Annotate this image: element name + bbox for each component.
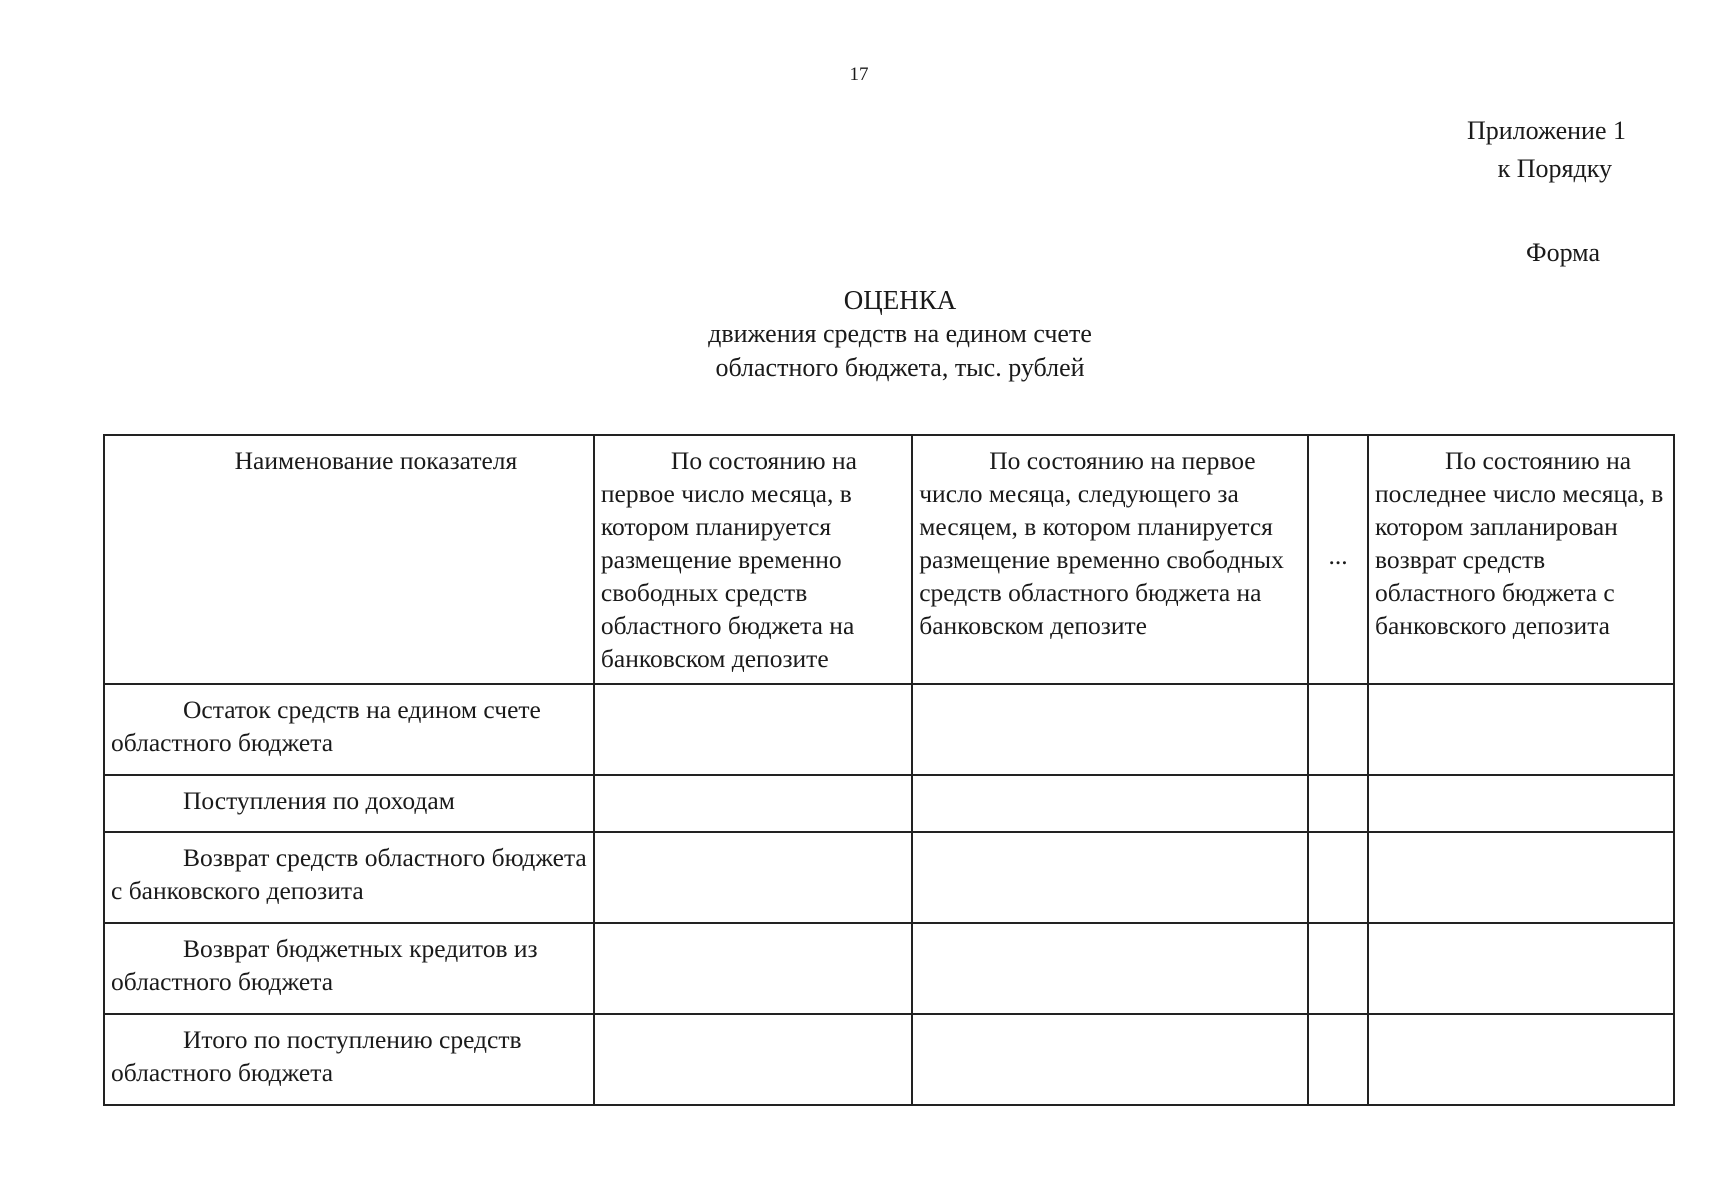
value-cell[interactable] — [1368, 775, 1674, 832]
value-cell[interactable] — [594, 684, 912, 775]
header-ellipsis: ... — [1308, 435, 1368, 684]
row-label: Возврат средств областного бюджета с банковского депозита — [104, 832, 594, 923]
row-label: Поступления по доходам — [104, 775, 594, 832]
value-cell[interactable] — [1368, 832, 1674, 923]
appendix-line-1: Приложение 1 — [1466, 116, 1626, 145]
form-label: Форма — [1526, 238, 1600, 267]
table-row — [104, 923, 1674, 1014]
appendix-note — [1400, 112, 1630, 188]
row-label: Остаток средств на едином счете областного бюджета — [104, 684, 594, 775]
appendix-line-2: к Порядку — [1497, 154, 1612, 183]
title-line-3: областного бюджета, тыс. рублей — [715, 353, 1085, 382]
value-cell[interactable] — [912, 1014, 1308, 1105]
table-row — [104, 684, 1674, 775]
value-cell[interactable] — [912, 832, 1308, 923]
value-cell[interactable] — [912, 923, 1308, 1014]
value-cell[interactable] — [1308, 832, 1368, 923]
header-last-day: По состоянию на последнее число месяца, в котором запланирован возврат средств областного бюджета с банковского депозита — [1368, 435, 1674, 684]
value-cell[interactable] — [594, 775, 912, 832]
title-main: ОЦЕНКА — [843, 285, 957, 315]
value-cell[interactable] — [1308, 1014, 1368, 1105]
value-cell[interactable] — [912, 775, 1308, 832]
value-cell[interactable] — [1308, 923, 1368, 1014]
table-header-row — [104, 435, 1674, 684]
value-cell[interactable] — [594, 923, 912, 1014]
header-next-month: По состоянию на первое число месяца, следующего за месяцем, в котором планируется размещение временно свободных средств областного бюджета на банковском депозите — [912, 435, 1308, 684]
table-row — [104, 775, 1674, 832]
value-cell[interactable] — [1368, 684, 1674, 775]
value-cell[interactable] — [1368, 1014, 1674, 1105]
table-row — [104, 832, 1674, 923]
value-cell[interactable] — [1308, 775, 1368, 832]
value-cell[interactable] — [1308, 684, 1368, 775]
header-indicator-name: Наименование показателя — [104, 435, 594, 684]
row-label: Возврат бюджетных кредитов из областного бюджета — [104, 923, 594, 1014]
table-row — [104, 1014, 1674, 1105]
value-cell[interactable] — [1368, 923, 1674, 1014]
page-number: 17 — [849, 64, 869, 85]
value-cell[interactable] — [912, 684, 1308, 775]
value-cell[interactable] — [594, 1014, 912, 1105]
document-title — [0, 283, 1718, 385]
header-first-month: По состоянию на первое число месяца, в котором планируется размещение временно свободных средств областного бюджета на банковском депозите — [594, 435, 912, 684]
title-line-2: движения средств на едином счете — [708, 319, 1092, 348]
row-label: Итого по поступлению средств областного бюджета — [104, 1014, 594, 1105]
value-cell[interactable] — [594, 832, 912, 923]
estimate-table — [103, 434, 1675, 1106]
